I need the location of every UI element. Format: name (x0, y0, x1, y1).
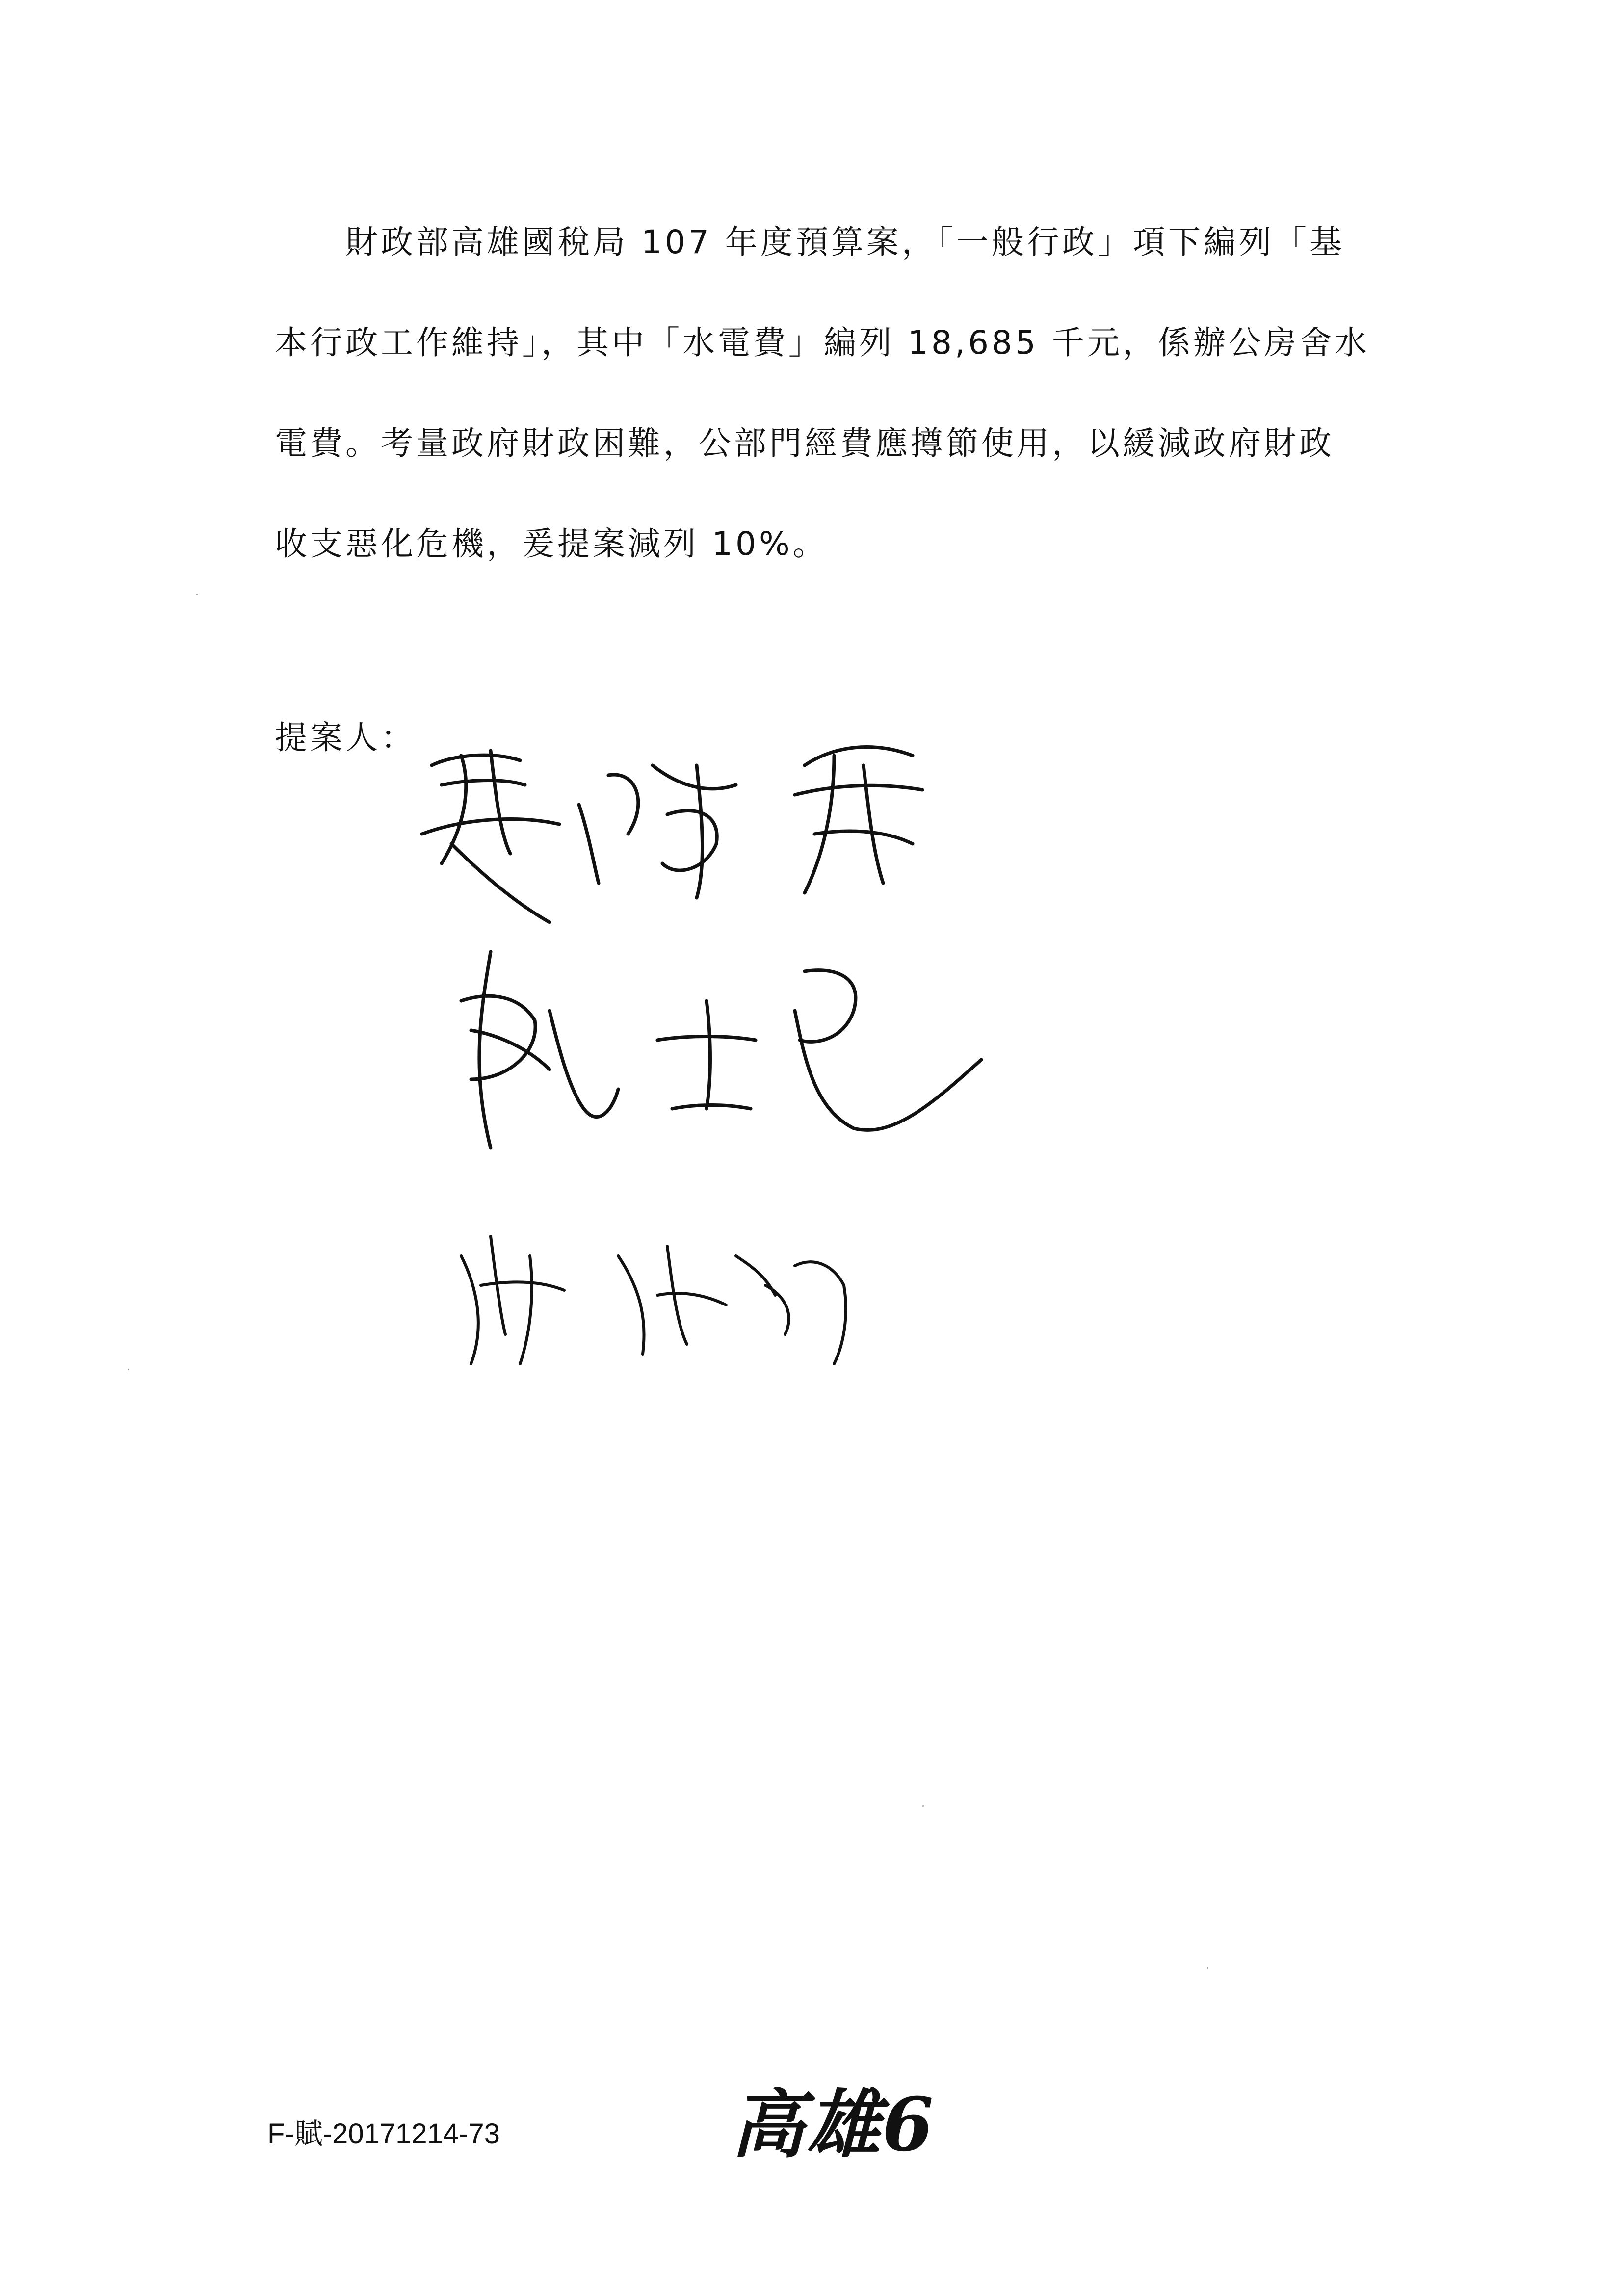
scan-speck (128, 1369, 129, 1370)
scan-speck (196, 594, 198, 595)
body-line-3: 電費。考量政府財政困難，公部門經費應撙節使用，以緩減政府財政 (275, 424, 1335, 462)
signature-1 (422, 747, 922, 922)
signature-3 (461, 1236, 846, 1364)
body-line-4: 收支惡化危機，爰提案減列 10%。 (275, 525, 828, 563)
proposer-label: 提案人： (275, 719, 416, 757)
document-code: F-賦-20171214-73 (267, 2118, 500, 2150)
scan-speck (922, 1805, 924, 1807)
body-line-2: 本行政工作維持」，其中「水電費」編列 18,685 千元，係辦公房舍水 (275, 324, 1370, 362)
scan-speck (1207, 1967, 1208, 1969)
body-line-1: 財政部高雄國稅局 107 年度預算案，「一般行政」項下編列「基 (275, 223, 1345, 261)
signature-2 (461, 952, 981, 1148)
handwritten-mark: 高雄6 (731, 2082, 936, 2168)
